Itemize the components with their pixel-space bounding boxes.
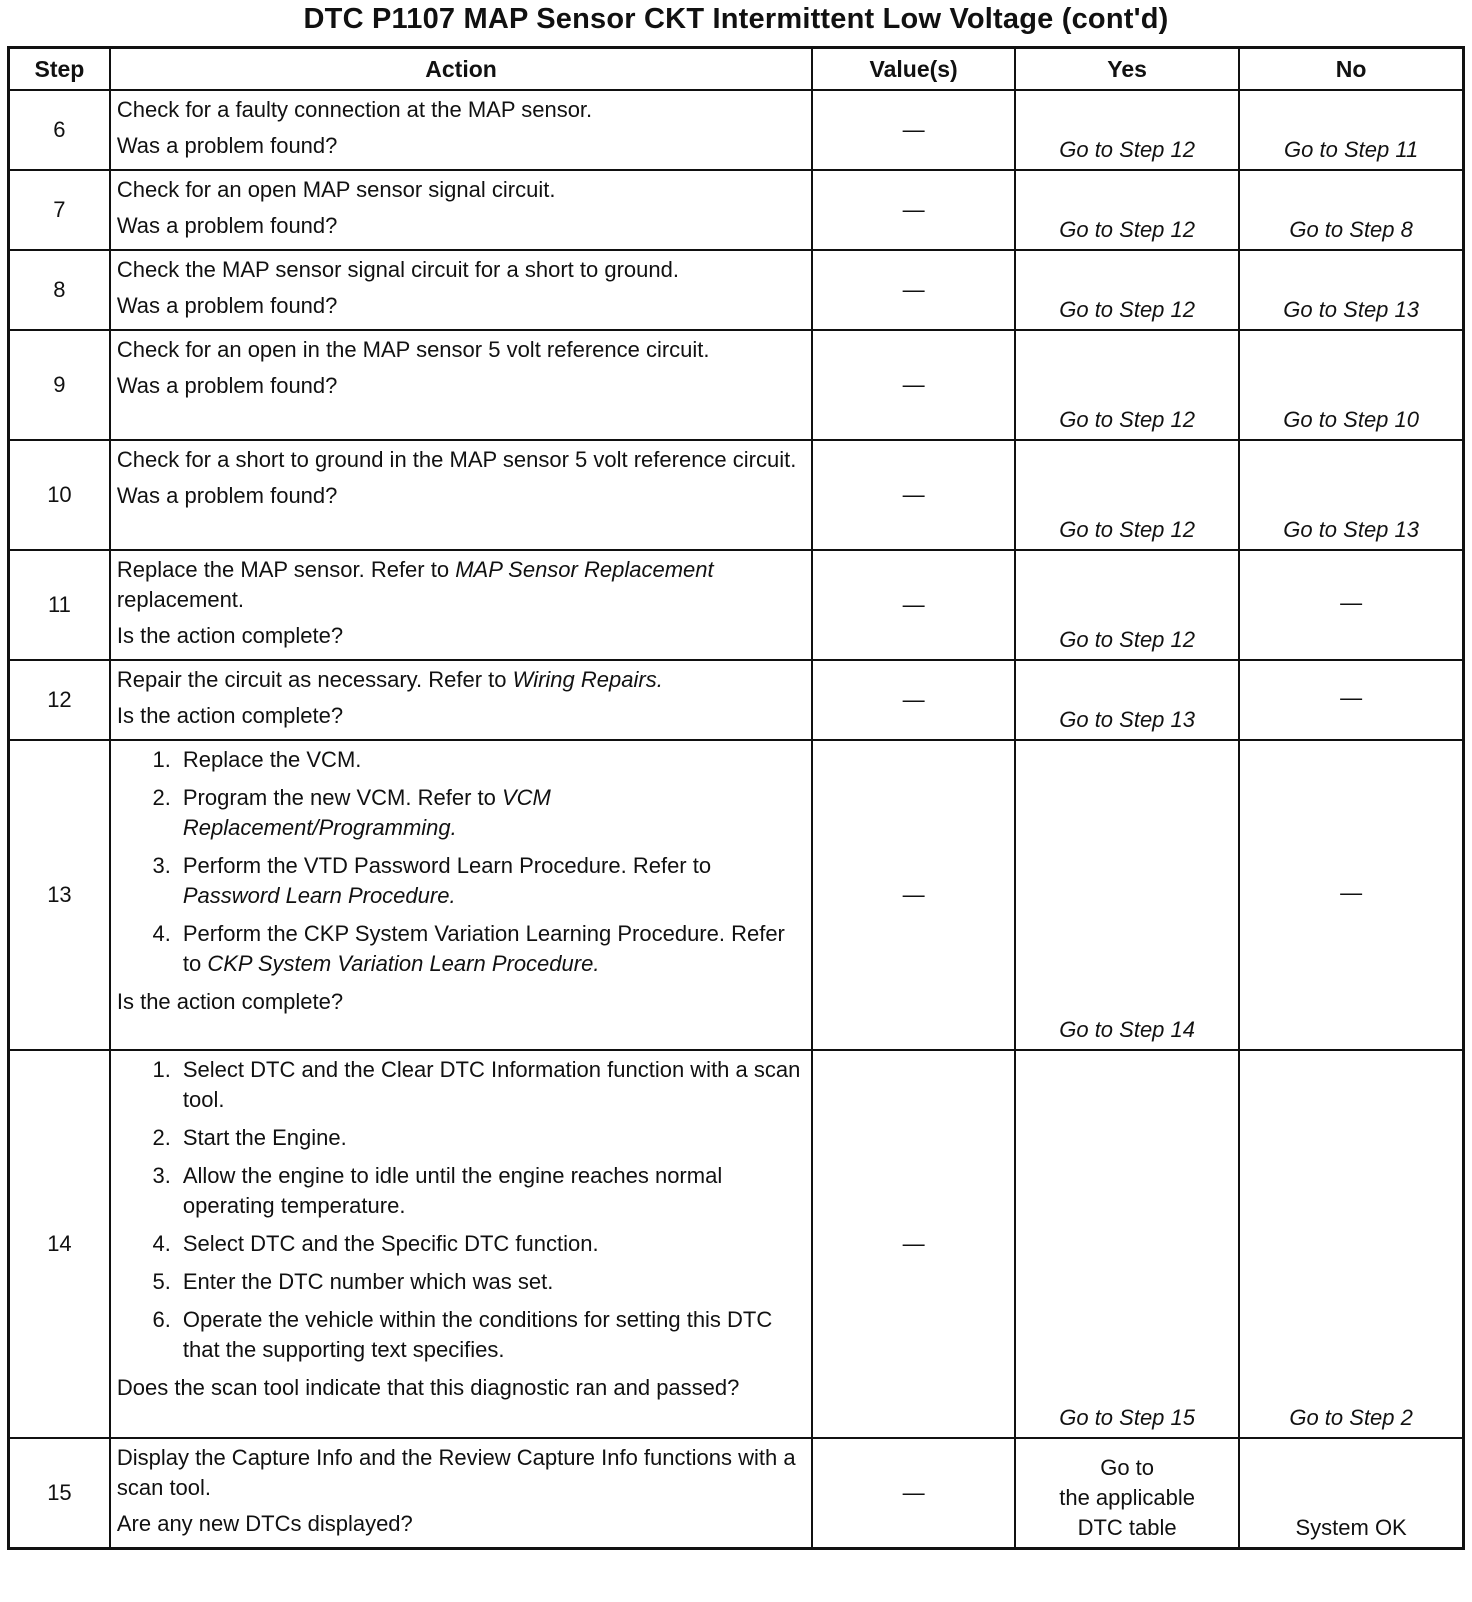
header-yes: Yes	[1015, 48, 1239, 91]
action-question: Was a problem found?	[116, 213, 338, 238]
item-number: 1.	[152, 1057, 171, 1082]
no-cell: Go to Step 2	[1239, 1050, 1463, 1438]
action-question: Are any new DTCs displayed?	[116, 1511, 413, 1536]
diagnostic-table	[7, 46, 1465, 1550]
procedure-item	[117, 1229, 805, 1259]
reference-link-text: CKP System Variation Learn Procedure.	[207, 951, 600, 976]
procedure-item	[117, 1161, 805, 1221]
no-cell: —	[1239, 550, 1463, 660]
no-cell: —	[1239, 740, 1463, 1050]
action-text: Check for a faulty connection at the MAP sensor.	[116, 97, 593, 122]
item-number: 5.	[152, 1269, 171, 1294]
table-row	[9, 1438, 1464, 1548]
table-row	[9, 330, 1464, 440]
step-number: 7	[9, 170, 110, 250]
item-number: 4.	[152, 1231, 171, 1256]
value-cell: —	[812, 440, 1015, 550]
yes-cell: Go to Step 12	[1015, 250, 1239, 330]
action-cell	[110, 330, 812, 440]
action-cell	[110, 170, 812, 250]
action-text: Check the MAP sensor signal circuit for a short to ground.	[116, 257, 679, 282]
action-cell	[110, 250, 812, 330]
table-row	[9, 1050, 1464, 1438]
reference-link-text: Wiring Repairs.	[512, 667, 663, 692]
procedure-list	[117, 745, 805, 979]
yes-cell: Go to Step 13	[1015, 660, 1239, 740]
item-number: 4.	[152, 921, 171, 946]
procedure-item	[117, 745, 805, 775]
yes-cell: Go to Step 12	[1015, 90, 1239, 170]
value-cell: —	[812, 740, 1015, 1050]
action-question: Was a problem found?	[116, 293, 338, 318]
action-text	[117, 665, 805, 695]
no-cell: Go to Step 10	[1239, 330, 1463, 440]
step-number: 15	[9, 1438, 110, 1548]
yes-line: DTC table	[1077, 1514, 1177, 1540]
procedure-item	[117, 1055, 805, 1115]
value-cell: —	[812, 90, 1015, 170]
table-row	[9, 660, 1464, 740]
action-text-part: replacement.	[116, 587, 245, 612]
yes-line: the applicable	[1059, 1484, 1195, 1510]
table-header-row	[9, 48, 1464, 91]
action-cell	[110, 440, 812, 550]
action-cell	[110, 740, 812, 1050]
no-cell: Go to Step 8	[1239, 170, 1463, 250]
no-cell: System OK	[1239, 1438, 1463, 1548]
value-cell: —	[812, 660, 1015, 740]
yes-cell: Go to Step 12	[1015, 330, 1239, 440]
yes-cell: Go to Step 12	[1015, 550, 1239, 660]
action-question: Does the scan tool indicate that this diagnostic ran and passed?	[116, 1375, 740, 1400]
step-number: 11	[9, 550, 110, 660]
value-cell: —	[812, 330, 1015, 440]
item-number: 2.	[152, 1125, 171, 1150]
reference-link-text: Password Learn Procedure.	[182, 883, 456, 908]
table-row	[9, 740, 1464, 1050]
item-text	[183, 851, 805, 911]
value-cell: —	[812, 250, 1015, 330]
item-text	[183, 919, 805, 979]
header-action: Action	[110, 48, 812, 91]
yes-cell: Go to Step 12	[1015, 440, 1239, 550]
no-cell: —	[1239, 660, 1463, 740]
reference-link-text: VCM Replacement/Programming.	[182, 785, 551, 840]
item-text	[183, 783, 805, 843]
item-text: Start the Engine.	[182, 1125, 347, 1150]
value-cell: —	[812, 1438, 1015, 1548]
action-text	[117, 555, 805, 615]
item-number: 3.	[152, 853, 171, 878]
page-title: DTC P1107 MAP Sensor CKT Intermittent Low Voltage (cont'd)	[303, 3, 1169, 35]
item-text: Replace the VCM.	[182, 747, 362, 772]
action-text: Check for an open MAP sensor signal circuit.	[116, 177, 556, 202]
item-text: Select DTC and the Specific DTC function.	[182, 1231, 599, 1256]
item-number: 3.	[152, 1163, 171, 1188]
step-number: 6	[9, 90, 110, 170]
action-question: Was a problem found?	[116, 373, 338, 398]
table-row	[9, 250, 1464, 330]
yes-cell: Go to Step 15	[1015, 1050, 1239, 1438]
header-values: Value(s)	[812, 48, 1015, 91]
value-cell: —	[812, 550, 1015, 660]
step-number: 12	[9, 660, 110, 740]
no-cell: Go to Step 13	[1239, 440, 1463, 550]
step-number: 9	[9, 330, 110, 440]
action-question: Is the action complete?	[116, 989, 344, 1014]
action-cell	[110, 1050, 812, 1438]
item-number: 2.	[152, 785, 171, 810]
procedure-item	[117, 851, 805, 911]
header-step: Step	[9, 48, 110, 91]
step-number: 13	[9, 740, 110, 1050]
action-question: Was a problem found?	[116, 483, 338, 508]
action-question: Is the action complete?	[116, 703, 344, 728]
table-row	[9, 90, 1464, 170]
action-text: Check for a short to ground in the MAP sensor 5 volt reference circuit.	[116, 447, 797, 472]
value-cell: —	[812, 170, 1015, 250]
action-question: Was a problem found?	[116, 133, 338, 158]
item-text: Select DTC and the Clear DTC Information function with a scan tool.	[182, 1057, 801, 1112]
procedure-item	[117, 783, 805, 843]
item-text: Enter the DTC number which was set.	[182, 1269, 554, 1294]
yes-cell: Go to Step 14	[1015, 740, 1239, 1050]
action-cell	[110, 660, 812, 740]
table-row	[9, 550, 1464, 660]
procedure-item	[117, 1267, 805, 1297]
action-text: Check for an open in the MAP sensor 5 volt reference circuit.	[116, 337, 710, 362]
item-number: 1.	[152, 747, 171, 772]
table-row	[9, 440, 1464, 550]
step-number: 8	[9, 250, 110, 330]
item-text: Allow the engine to idle until the engine reaches normal operating temperature.	[182, 1163, 723, 1218]
yes-line: Go to	[1100, 1454, 1155, 1480]
item-text-part: Program the new VCM. Refer to	[182, 785, 502, 810]
action-text-part: Repair the circuit as necessary. Refer to	[116, 667, 513, 692]
yes-cell: Go to Step 12	[1015, 170, 1239, 250]
action-cell	[110, 550, 812, 660]
procedure-item	[117, 1123, 805, 1153]
action-cell	[110, 90, 812, 170]
value-cell: —	[812, 1050, 1015, 1438]
item-text-part: Perform the CKP System Variation Learning Procedure. Refer to	[182, 921, 785, 976]
action-text-part: Replace the MAP sensor. Refer to	[116, 557, 456, 582]
header-no: No	[1239, 48, 1463, 91]
item-number: 6.	[152, 1307, 171, 1332]
procedure-item	[117, 919, 805, 979]
action-cell	[110, 1438, 812, 1548]
step-number: 14	[9, 1050, 110, 1438]
step-number: 10	[9, 440, 110, 550]
procedure-item	[117, 1305, 805, 1365]
action-text: Display the Capture Info and the Review Capture Info functions with a scan tool.	[116, 1445, 796, 1500]
item-text-part: Perform the VTD Password Learn Procedure. Refer to	[182, 853, 712, 878]
action-question: Is the action complete?	[116, 623, 344, 648]
procedure-list	[117, 1055, 805, 1365]
reference-link-text: MAP Sensor Replacement	[455, 557, 714, 582]
no-cell: Go to Step 11	[1239, 90, 1463, 170]
table-row	[9, 170, 1464, 250]
no-cell: Go to Step 13	[1239, 250, 1463, 330]
yes-cell	[1015, 1438, 1239, 1548]
item-text: Operate the vehicle within the conditions for setting this DTC that the supporting text specifies.	[182, 1307, 773, 1362]
